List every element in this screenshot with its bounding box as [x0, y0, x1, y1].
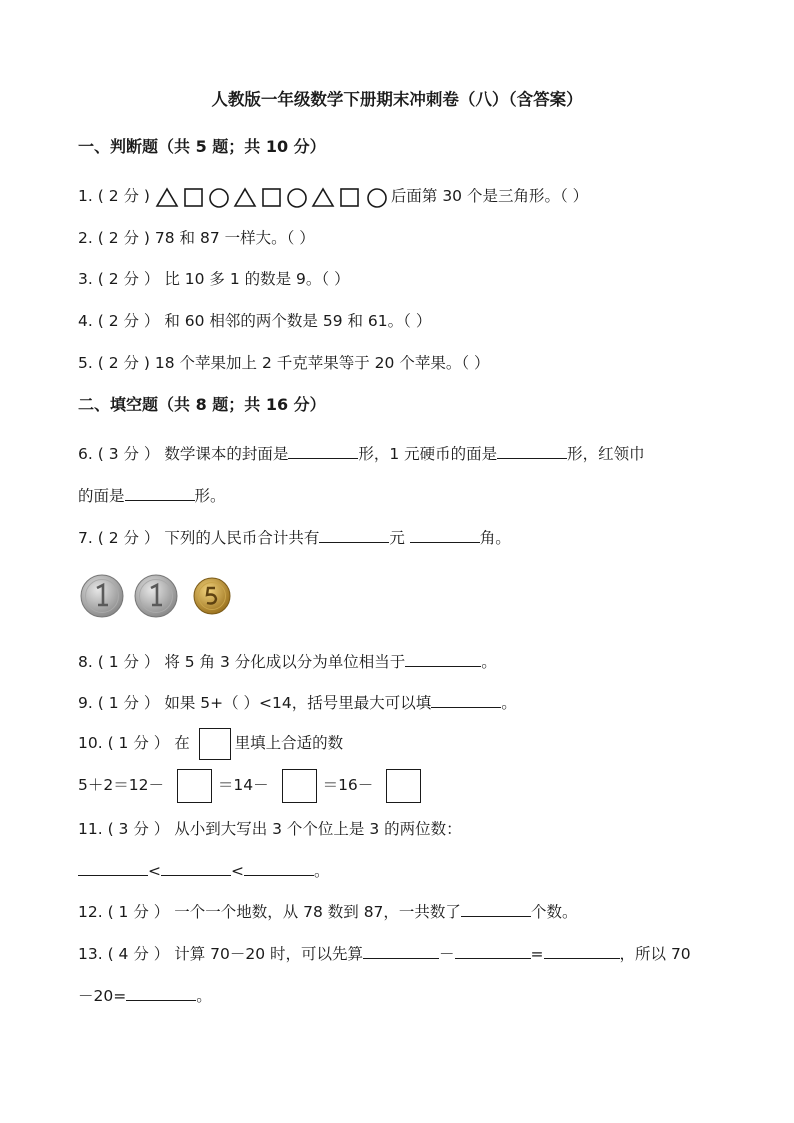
question-6-text: 的面是 [78, 487, 125, 505]
answer-blank[interactable] [78, 860, 148, 876]
question-11: 11. ( 3 分 ） 从小到大写出 3 个个位上是 3 的两位数： [78, 820, 462, 838]
question-10 [78, 724, 343, 762]
triangle-icon [157, 189, 177, 206]
section-heading-fill-in: 二、填空题（共 8 题；共 16 分） [78, 395, 326, 414]
question-1-text: 后面第 30 个是三角形。（ ） [390, 187, 589, 205]
answer-blank[interactable] [319, 527, 389, 543]
less-than-sign: < [231, 862, 244, 880]
question-13-text: 13. ( 4 分 ） 计算 70－20 时，可以先算 [78, 945, 363, 963]
question-6-text: 形。 [194, 487, 226, 505]
answer-blank[interactable] [126, 985, 196, 1001]
shape-sequence [155, 186, 391, 208]
question-7-text: 元 [389, 529, 410, 547]
less-than-sign: < [148, 862, 161, 880]
question-13-continued [78, 985, 212, 1007]
question-1 [78, 185, 588, 208]
square-icon [263, 189, 280, 206]
minus-sign: － [439, 945, 455, 963]
question-9-text: 9. ( 1 分 ） 如果 5+（ ）<14，括号里最大可以填 [78, 694, 432, 712]
answer-box[interactable] [177, 769, 212, 803]
section-heading-judgment: 一、判断题（共 5 题；共 10 分） [78, 137, 326, 156]
question-7-text: 7. ( 2 分 ） 下列的人民币合计共有 [78, 529, 320, 547]
question-10-text: 10. ( 1 分 ） 在 [78, 734, 190, 752]
square-icon [185, 189, 202, 206]
question-5: 5. ( 2 分 ) 18 个苹果加上 2 千克苹果等于 20 个苹果。（ ） [78, 354, 490, 372]
answer-box[interactable] [386, 769, 421, 803]
question-6 [78, 443, 645, 465]
answer-blank[interactable] [431, 692, 501, 708]
question-6-text: 形，1 元硬币的面是 [358, 445, 498, 463]
question-4: 4. ( 2 分 ） 和 60 相邻的两个数是 59 和 61。（ ） [78, 312, 432, 330]
answer-blank[interactable] [410, 527, 480, 543]
square-icon [341, 189, 358, 206]
circle-icon [368, 189, 386, 207]
question-7-text: 角。 [479, 529, 511, 547]
triangle-icon [235, 189, 255, 206]
circle-icon [288, 189, 306, 207]
question-13 [78, 943, 691, 965]
answer-blank[interactable] [363, 943, 439, 959]
question-2: 2. ( 2 分 ) 78 和 87 一样大。（ ） [78, 229, 315, 247]
triangle-icon [313, 189, 333, 206]
question-6-text: 形，红领巾 [567, 445, 645, 463]
equation-text: 5＋2＝12－ [78, 776, 164, 794]
question-13-text: －20= [78, 987, 127, 1005]
question-11-answers [78, 860, 330, 882]
question-7 [78, 527, 511, 549]
question-10-text: 里填上合适的数 [234, 734, 344, 752]
question-8-text: 8. ( 1 分 ） 将 5 角 3 分化成以分为单位相当于 [78, 653, 406, 671]
question-9-text: 。 [501, 694, 517, 712]
question-9 [78, 692, 517, 714]
period: 。 [314, 862, 330, 880]
question-6-text: 6. ( 3 分 ） 数学课本的封面是 [78, 445, 289, 463]
question-8 [78, 651, 497, 673]
answer-box[interactable] [199, 728, 231, 760]
one-yuan-coin-icon [80, 574, 124, 618]
question-12-text: 个数。 [530, 903, 578, 921]
question-10-equation [78, 766, 421, 804]
question-6-continued [78, 485, 226, 507]
answer-blank[interactable] [497, 443, 567, 459]
question-1-prefix: 1. ( 2 分 ) [78, 187, 150, 205]
equation-text: ＝16－ [322, 776, 374, 794]
page-title: 人教版一年级数学下册期末冲刺卷（八）（含答案） [211, 90, 583, 109]
question-3: 3. ( 2 分 ） 比 10 多 1 的数是 9。（ ） [78, 270, 350, 288]
answer-blank[interactable] [461, 901, 531, 917]
answer-blank[interactable] [161, 860, 231, 876]
question-12 [78, 901, 577, 923]
answer-blank[interactable] [288, 443, 358, 459]
circle-icon [210, 189, 228, 207]
equation-text: ＝14－ [217, 776, 269, 794]
answer-blank[interactable] [244, 860, 314, 876]
five-jiao-coin-icon [193, 577, 231, 615]
answer-blank[interactable] [125, 485, 195, 501]
answer-blank[interactable] [455, 943, 531, 959]
question-13-text: ，所以 70 [619, 945, 691, 963]
answer-blank[interactable] [544, 943, 620, 959]
question-13-text: 。 [196, 987, 212, 1005]
question-12-text: 12. ( 1 分 ） 一个一个地数，从 78 数到 87，一共数了 [78, 903, 461, 921]
answer-blank[interactable] [405, 651, 481, 667]
question-8-text: 。 [481, 653, 497, 671]
equals-sign: = [530, 945, 544, 963]
answer-box[interactable] [282, 769, 317, 803]
one-yuan-coin-icon [134, 574, 178, 618]
